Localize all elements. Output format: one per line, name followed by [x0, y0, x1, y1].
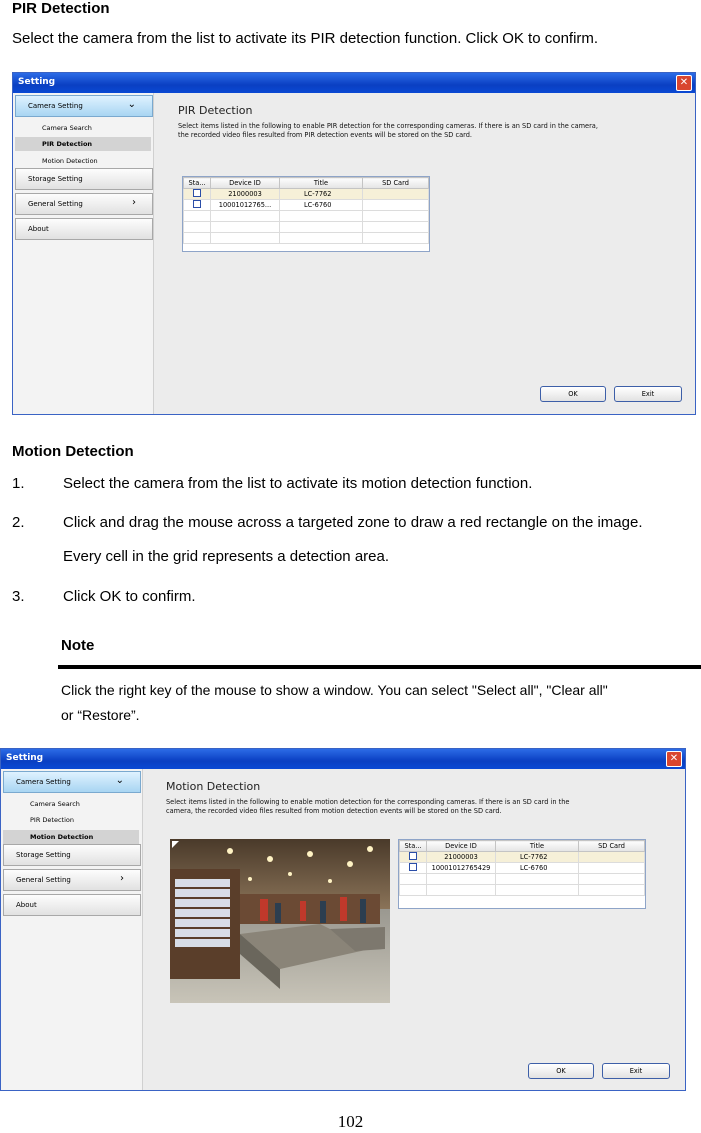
note-text-line2: or “Restore”.	[61, 707, 140, 723]
step-number: 2.	[12, 514, 25, 531]
table-row	[400, 874, 645, 885]
step-text: Select the camera from the list to activate its motion detection function.	[63, 475, 533, 492]
step-text: Click and drag the mouse across a targeted zone to draw a red rectangle on the image.	[63, 514, 643, 531]
row-checkbox[interactable]	[409, 852, 417, 860]
row-checkbox[interactable]	[193, 200, 201, 208]
ok-button[interactable]: OK	[540, 386, 606, 402]
table-row	[184, 211, 429, 222]
note-divider	[58, 665, 701, 669]
table-row[interactable]	[184, 189, 429, 200]
cell-sd-card	[579, 863, 645, 874]
sidebar-item-camera-search[interactable]: Camera Search	[42, 124, 92, 132]
table-header	[400, 841, 645, 852]
cell-title: LC-6760	[280, 200, 363, 211]
sidebar-item-label: Storage Setting	[28, 175, 83, 183]
table-row	[184, 222, 429, 233]
cell-title: LC-6760	[496, 863, 579, 874]
table-row[interactable]	[184, 200, 429, 211]
panel-description-line2: camera, the recorded video files resulted from motion detection events will be stored on the SD card.	[166, 807, 502, 815]
page-number: 102	[337, 1112, 364, 1131]
cell-title: LC-7762	[496, 852, 579, 863]
cell-device-id: 21000003	[427, 852, 496, 863]
column-header-sd-card: SD Card	[579, 841, 645, 852]
camera-table	[182, 176, 430, 252]
sidebar-item-camera-setting[interactable]	[3, 771, 141, 793]
sidebar	[1, 769, 143, 1090]
motion-heading: Motion Detection	[12, 443, 134, 460]
panel-description-line1: Select items listed in the following to enable motion detection for the corresponding cameras. If there is an SD card in the	[166, 798, 570, 806]
cell-sd-card	[363, 189, 429, 200]
column-header-title: Title	[280, 178, 363, 189]
sidebar-item-general-setting[interactable]	[3, 869, 141, 891]
sidebar-item-about[interactable]	[15, 218, 153, 240]
column-header-status: Sta...	[400, 841, 427, 852]
panel-description-line1: Select items listed in the following to enable PIR detection for the corresponding cameras. If there is an SD card in the camera,	[178, 122, 598, 130]
sidebar-item-storage-setting[interactable]	[15, 168, 153, 190]
row-checkbox[interactable]	[193, 189, 201, 197]
table-row[interactable]	[400, 863, 645, 874]
title-bar	[13, 73, 695, 93]
chevron-right-icon: ›	[120, 873, 124, 884]
column-header-status: Sta...	[184, 178, 211, 189]
cell-sd-card	[579, 852, 645, 863]
sidebar-item-label: About	[16, 901, 37, 909]
sidebar-item-pir-detection[interactable]: PIR Detection	[30, 816, 74, 824]
table-header	[184, 178, 429, 189]
close-icon[interactable]: ✕	[676, 75, 692, 91]
sidebar	[13, 93, 154, 414]
sidebar-item-motion-detection[interactable]: Motion Detection	[42, 157, 98, 165]
table-row	[184, 233, 429, 244]
cell-sd-card	[363, 200, 429, 211]
sidebar-item-general-setting[interactable]	[15, 193, 153, 215]
cell-title: LC-7762	[280, 189, 363, 200]
store-interior-photo	[170, 839, 390, 1003]
sidebar-item-camera-search[interactable]: Camera Search	[30, 800, 80, 808]
pir-heading: PIR Detection	[12, 0, 110, 17]
main-panel	[143, 769, 685, 1090]
step-number: 1.	[12, 475, 25, 492]
sidebar-item-label: Storage Setting	[16, 851, 71, 859]
column-header-title: Title	[496, 841, 579, 852]
sidebar-item-label: General Setting	[16, 876, 71, 884]
settings-window-motion	[0, 748, 686, 1091]
note-title: Note	[61, 637, 95, 654]
exit-button[interactable]: Exit	[614, 386, 682, 402]
sidebar-item-storage-setting[interactable]	[3, 844, 141, 866]
column-header-device-id: Device ID	[427, 841, 496, 852]
cell-device-id: 10001012765429	[427, 863, 496, 874]
cell-device-id: 10001012765...	[211, 200, 280, 211]
sidebar-item-about[interactable]	[3, 894, 141, 916]
sidebar-item-label: Camera Setting	[28, 102, 83, 110]
exit-button[interactable]: Exit	[602, 1063, 670, 1079]
ok-button[interactable]: OK	[528, 1063, 594, 1079]
column-header-device-id: Device ID	[211, 178, 280, 189]
table-row	[400, 885, 645, 896]
panel-title: PIR Detection	[178, 104, 253, 117]
column-header-sd-card: SD Card	[363, 178, 429, 189]
chevron-down-icon: ⌄	[127, 99, 136, 110]
chevron-down-icon: ⌄	[115, 775, 124, 786]
sidebar-item-pir-detection[interactable]: PIR Detection	[15, 137, 151, 151]
step-text: Click OK to confirm.	[63, 588, 196, 605]
close-icon[interactable]: ✕	[666, 751, 682, 767]
pir-intro: Select the camera from the list to activate its PIR detection function. Click OK to confirm.	[12, 30, 599, 47]
sidebar-item-camera-setting[interactable]	[15, 95, 153, 117]
main-panel	[154, 93, 695, 414]
sidebar-item-motion-detection[interactable]: Motion Detection	[3, 830, 139, 844]
sidebar-item-label: Camera Setting	[16, 778, 71, 786]
camera-table	[398, 839, 646, 909]
camera-snapshot-image[interactable]	[170, 839, 390, 1003]
window-title: Setting	[18, 77, 56, 87]
row-checkbox[interactable]	[409, 863, 417, 871]
panel-description-line2: the recorded video files resulted from PIR detection events will be stored on the SD card.	[178, 131, 472, 139]
sidebar-item-label: General Setting	[28, 200, 83, 208]
chevron-right-icon: ›	[132, 197, 136, 208]
title-bar	[1, 749, 685, 769]
step-text: Every cell in the grid represents a detection area.	[63, 548, 390, 565]
window-title: Setting	[6, 753, 44, 763]
cell-device-id: 21000003	[211, 189, 280, 200]
step-number: 3.	[12, 588, 25, 605]
table-row[interactable]	[400, 852, 645, 863]
sidebar-item-label: About	[28, 225, 49, 233]
settings-window-pir	[12, 72, 696, 415]
note-text-line1: Click the right key of the mouse to show a window. You can select "Select all", "Clear all"	[61, 682, 608, 698]
panel-title: Motion Detection	[166, 780, 261, 793]
